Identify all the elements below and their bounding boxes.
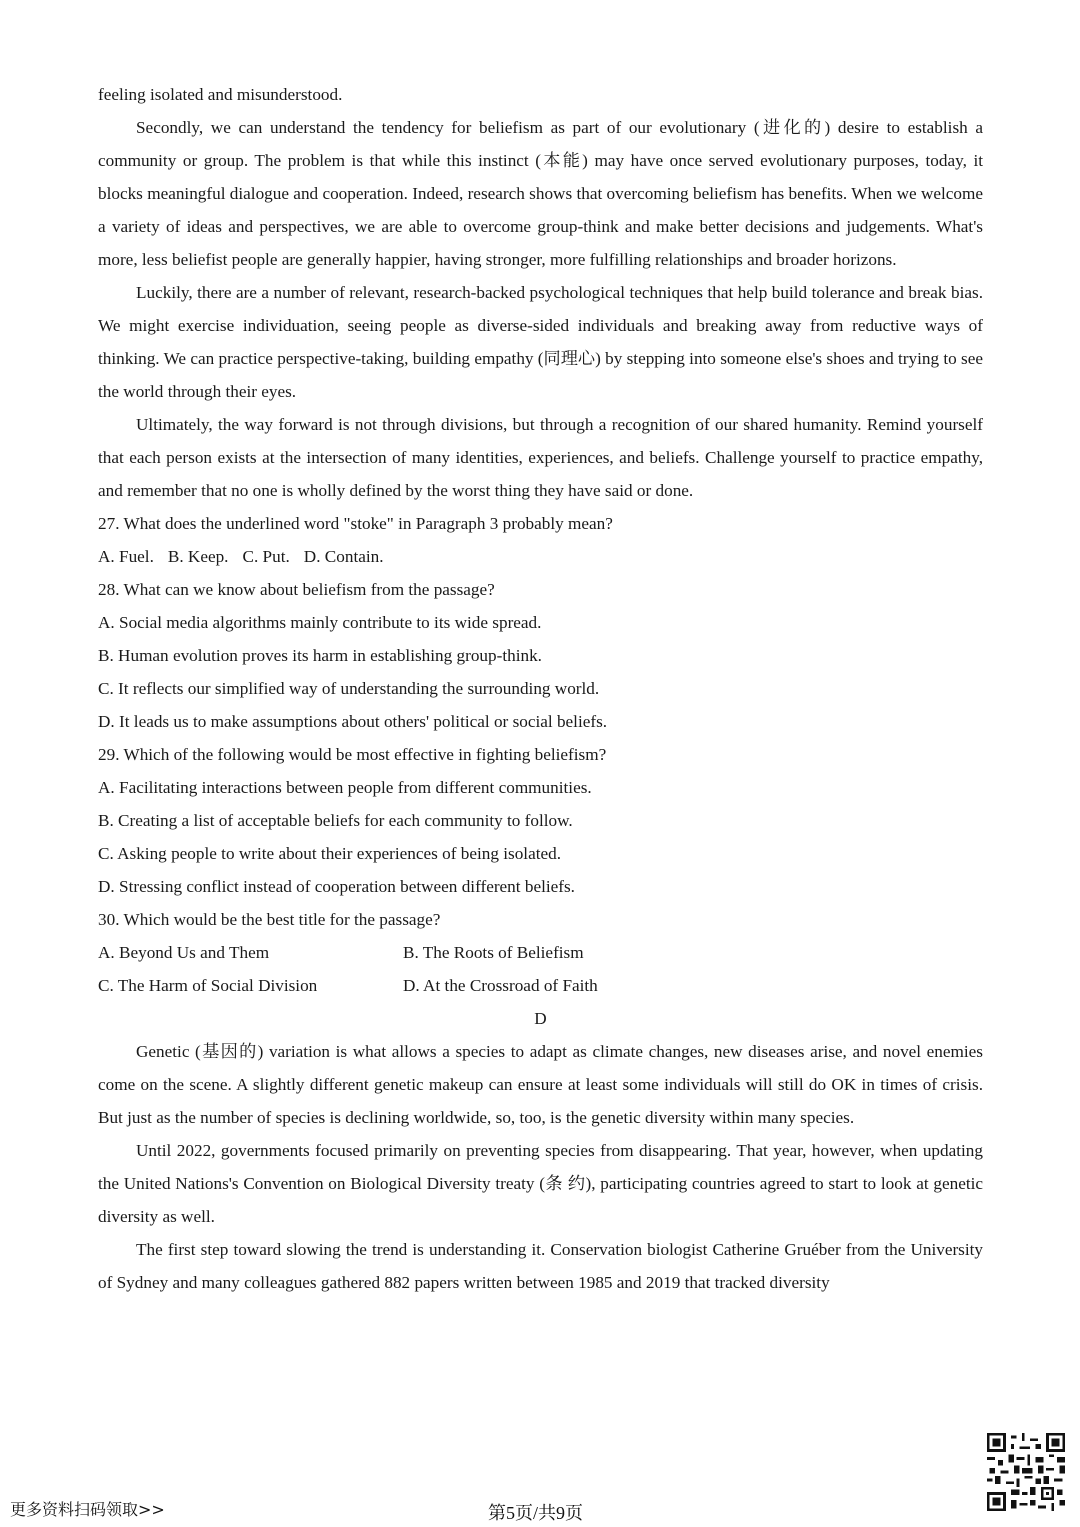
option-d: D. Contain. (303, 547, 384, 566)
option-c: C. Asking people to write about their experiences of being isolated. (98, 844, 561, 863)
paragraph: Luckily, there are a number of relevant, research-backed psychological techniques that help build tolerance and break bias. We might exercise individuation, seeing people as diverse-sided individuals and breaking away from reductive ways of thinking. We can practice perspective-taking, building empathy (同理心) by stepping into someone else's shoes and trying to see the world through their eyes. (98, 283, 983, 401)
option-b: B. Creating a list of acceptable beliefs for each community to follow. (98, 811, 573, 830)
option-b: B. Keep. (167, 547, 229, 566)
option-b: B. The Roots of Beliefism (403, 943, 584, 962)
option-c: C. It reflects our simplified way of understanding the surrounding world. (98, 679, 600, 698)
option-c: C. Put. (242, 547, 290, 566)
question-30: 30. Which would be the best title for the passage? (98, 910, 441, 929)
option-a: A. Beyond Us and Them (98, 943, 270, 962)
section-heading: D (534, 1009, 547, 1028)
question-29: 29. Which of the following would be most effective in fighting beliefism? (98, 745, 607, 764)
option-d: D. Stressing conflict instead of cooperation between different beliefs. (98, 877, 575, 896)
option-b: B. Human evolution proves its harm in establishing group-think. (98, 646, 542, 665)
question-30-options-row (98, 969, 983, 1002)
option-d: D. It leads us to make assumptions about others' political or social beliefs. (98, 712, 608, 731)
option-a: A. Fuel. (98, 547, 154, 566)
question-28: 28. What can we know about beliefism from the passage? (98, 580, 495, 599)
qr-code-icon (987, 1433, 1065, 1511)
footer-promo-text[interactable]: 更多资料扫码领取>> (10, 1500, 165, 1519)
question-30-options-row (98, 936, 983, 969)
option-d: D. At the Crossroad of Faith (403, 976, 598, 995)
question-27-options (98, 540, 983, 573)
document-body (98, 78, 983, 1299)
option-c: C. The Harm of Social Division (98, 976, 318, 995)
paragraph: Secondly, we can understand the tendency for beliefism as part of our evolutionary (进化的) desire to establish a community or group. The problem is that while this instinct (本能) may have once served evolutionary purposes, today, it blocks meaningful dialogue and cooperation. Indeed, research shows that overcoming beliefism has benefits. When we welcome a variety of ideas and perspectives, we are able to overcome group-think and make better decisions and judgements. What's more, less beliefist people are generally happier, having stronger, more fulfilling relationships and broader horizons. (98, 118, 983, 269)
question-27: 27. What does the underlined word "stoke" in Paragraph 3 probably mean? (98, 514, 613, 533)
option-a: A. Social media algorithms mainly contribute to its wide spread. (98, 613, 542, 632)
paragraph: feeling isolated and misunderstood. (98, 85, 343, 104)
paragraph: Genetic (基因的) variation is what allows a species to adapt as climate changes, new diseases arise, and novel enemies come on the scene. A slightly different genetic makeup can ensure at least some individuals will still do OK in times of crisis. But just as the number of species is declining worldwide, so, too, is the genetic diversity within many species. (98, 1042, 983, 1127)
option-a: A. Facilitating interactions between people from different communities. (98, 778, 592, 797)
page-number: 第5页/共9页 (488, 1503, 584, 1523)
paragraph: Ultimately, the way forward is not through divisions, but through a recognition of our shared humanity. Remind yourself that each person exists at the intersection of many identities, experiences, and beliefs. Challenge yourself to practice empathy, and remember that no one is wholly defined by the worst thing they have said or done. (98, 415, 983, 500)
paragraph: The first step toward slowing the trend is understanding it. Conservation biologist Catherine Gruéber from the University of Sydney and many colleagues gathered 882 papers written between 1985 and 2019 that tracked diversity (98, 1240, 983, 1292)
paragraph: Until 2022, governments focused primarily on preventing species from disappearing. That year, however, when updating the United Nations's Convention on Biological Diversity treaty (条 约), participating countries agreed to start to look at genetic diversity as well. (98, 1141, 983, 1226)
